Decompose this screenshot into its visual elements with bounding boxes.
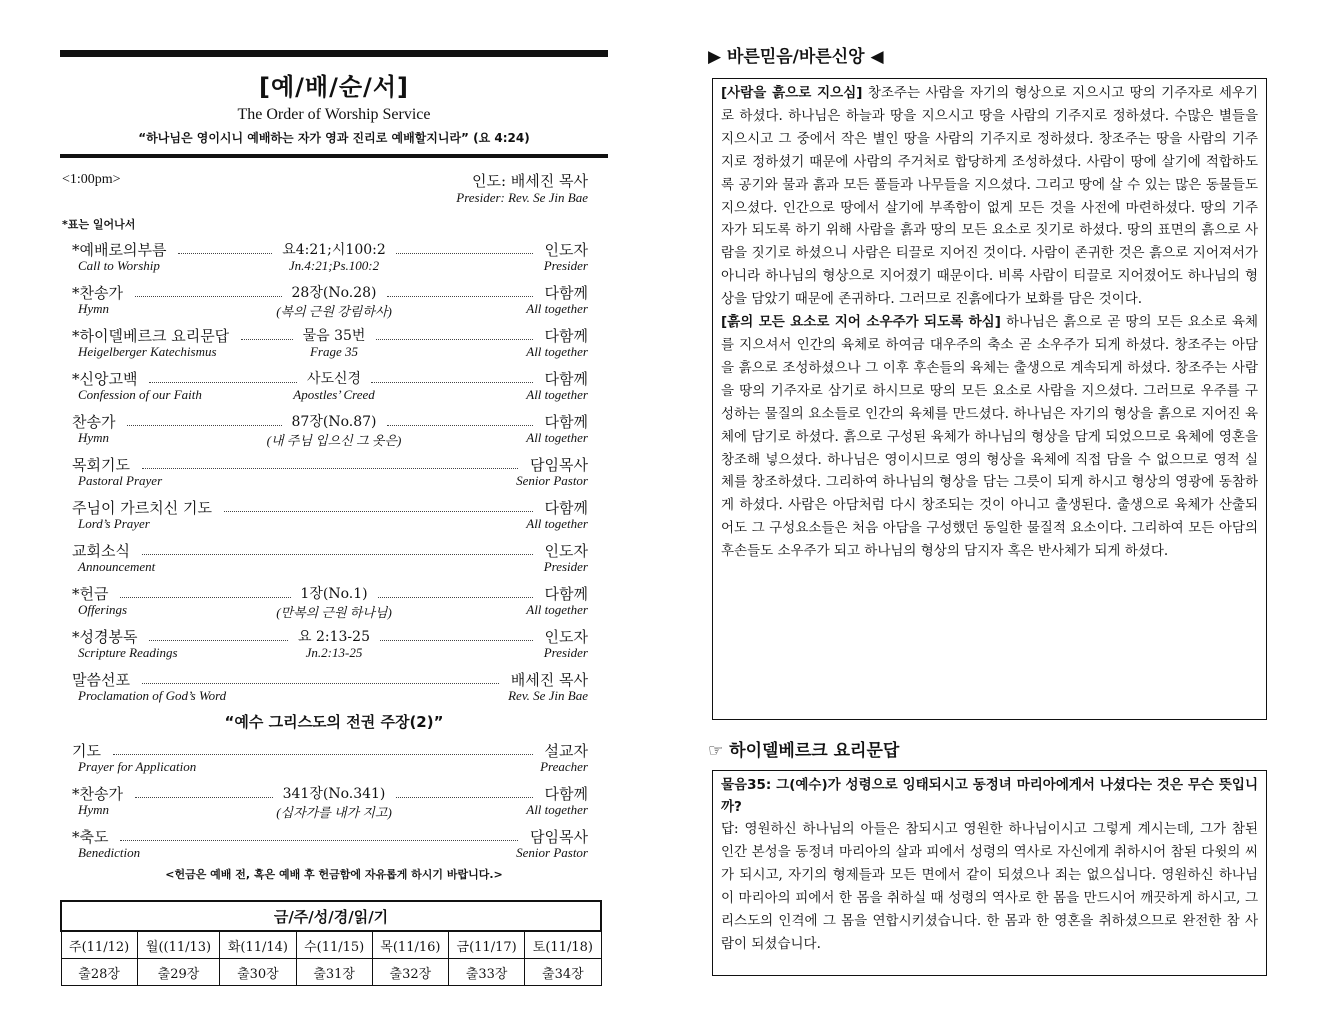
item-name-ko: *신앙고백 [72,370,138,388]
item-detail: 341장(No.341) [282,786,386,802]
faith-p1-text: 창조주는 사람을 자기의 형상으로 지으시고 땅의 기주자로 세우기로 하셨다. 하나님은 하늘과 땅을 지으시고 땅을 사람의 기주지로 정하셨다. 수많은 별들을 지으시고 그 중에서 작은 별인 땅을 사람의 기주지로 정하셨다. 창조주는 땅을 사람의 기주지로 정하셨기 때문에 사람의 주거처로 합당하게 조성하셨다. 사람이 땅에 살기에 적합하도록 공기와 물과 흙과 모든 풀들과 나무들을 지으셨다. 그리고 땅에 살 수 있는 많은 동물들도 지으셨다. 인간으로 땅에서 살기에 부족함이 없게 모든 것을 사전에 마련하셨다. 땅의 기주자가 되도록 하기 위해 사람을 흙과 땅의 모든 요소로 짓기로 하셨다. 땅의 표면의 흙으로 사람을 짓기로 하셨으니 사람은 티끌로 지어진 것이다. 사람이 존귀한 것은 흙으로 지어져서가 아니라 하나님의 형상으로 지어졌기 때문이다. 비록 사람이 티끌로 지어졌어도 하나님의 형상을 담았기 때문에 존귀하다. 그러므로 진흙에다가 보화를 담은 것이다. [721,85,1259,308]
item-leader-en: Presider [543,559,588,574]
item-name-en: Hymn [78,802,110,817]
order-of-worship [60,50,608,986]
item-detail: 28장(No.28) [291,285,377,301]
item-detail-sub: (만복의 근원 하나님) [276,605,392,620]
item-name-ko: *하이델베르크 요리문답 [72,327,230,345]
item-name-en: Hymn [78,301,110,316]
leader-dots [387,425,534,426]
item-leader-ko: 인도자 [544,241,588,259]
time-row [60,164,608,208]
leader-dots [396,797,534,798]
leader-dots [178,253,272,254]
item-name-ko: 기도 [72,742,101,760]
item-leader-en: All together [526,602,588,617]
item-detail: 사도신경 [306,371,362,387]
item-name-en: Heigelberger Katechismus [78,344,217,359]
faith-p1-title: [사람을 흙으로 지으심] [721,85,863,101]
item-detail-sub: Apostles’ Creed [293,387,375,402]
service-time: <1:00pm> [62,172,121,187]
item-name-ko: *헌금 [72,585,109,603]
item-leader-ko: 다함께 [544,585,588,603]
order-subtitle: The Order of Worship Service [237,106,431,123]
leader-dots [142,554,533,555]
item-leader-ko: 다함께 [544,785,588,803]
item-detail: 87장(No.87) [291,414,377,430]
item-detail-sub: (내 주님 입으신 그 옷은) [266,433,402,448]
leader-dots [113,754,533,755]
leader-dots [396,253,533,254]
reading-chapter: 출28장 [61,959,137,986]
item-leader-ko: 다함께 [544,499,588,517]
worship-item [60,367,608,410]
worship-item [60,739,608,782]
item-detail-sub: (십자가를 내가 지고) [276,805,392,820]
top-rule [60,50,608,57]
leader-dots [120,840,518,841]
worship-item [60,782,608,825]
item-leader-en: All together [526,301,588,316]
leader-dots [120,597,291,598]
item-name-ko: *찬송가 [72,785,123,803]
item-detail-sub: (복의 근원 강림하사) [276,304,392,319]
leader-dots [127,425,282,426]
leader-dots [380,640,533,641]
item-name-en: Benediction [78,845,141,860]
right-page [706,42,1271,976]
worship-item [60,582,608,625]
item-name-ko: 목회기도 [72,456,130,474]
item-name-en: Prayer for Application [78,759,197,774]
reading-day: 금(11/17) [449,931,525,959]
order-title: [예/배/순/서] [259,73,409,101]
leader-dots [387,296,534,297]
header-rule [60,154,608,158]
reading-chapter: 출34장 [525,959,601,986]
item-leader-ko: 다함께 [544,327,588,345]
worship-item [60,668,608,711]
leader-dots [378,597,534,598]
sermon-title: “예수 그리스도의 전권 주장(2)” [224,713,444,731]
reading-chapter: 출30장 [220,959,296,986]
item-detail: 1장(No.1) [300,586,368,602]
item-leader-en: Senior Pastor [516,473,588,488]
item-detail-sub: Jn.4:21;Ps.100:2 [288,258,380,273]
presider-en: Presider: Rev. Se Jin Bae [456,190,588,205]
item-leader-en: All together [526,802,588,817]
faith-p2-title: [흙의 모든 요소로 지어 소우주가 되도록 하심] [721,314,1001,331]
leader-dots [224,511,533,512]
item-leader-ko: 인도자 [544,542,588,560]
leader-dots [135,797,273,798]
item-detail: 요4:21;시100:2 [282,242,386,258]
worship-items-after-sermon [60,739,608,868]
worship-item [60,281,608,324]
leader-dots [376,339,534,340]
leader-dots [371,382,533,383]
reading-day: 월((11/13) [137,931,220,959]
item-leader-en: Preacher [540,759,588,774]
reading-day: 화(11/14) [220,931,296,959]
item-leader-ko: 다함께 [544,413,588,431]
worship-item [60,453,608,496]
item-name-ko: *찬송가 [72,284,123,302]
item-leader-ko: 다함께 [544,284,588,302]
faith-article-box [712,78,1267,720]
item-name-ko: 말씀선포 [72,671,130,689]
reading-chapter: 출29장 [137,959,220,986]
item-leader-ko: 배세진 목사 [510,671,588,689]
reading-chapter: 출32장 [372,959,448,986]
item-leader-en: All together [526,516,588,531]
item-name-ko: 교회소식 [72,542,130,560]
catechism-question: 물음35: 그(예수)가 성령으로 잉태되시고 동정녀 마리아에게서 나셨다는 것은 무슨 뜻입니까? [721,777,1258,815]
item-name-en: Announcement [78,559,156,574]
reading-chapter: 출31장 [296,959,372,986]
item-detail-sub: Frage 35 [309,344,359,359]
item-leader-ko: 설교자 [544,742,588,760]
item-name-en: Proclamation of God’s Word [78,688,227,703]
leader-dots [241,339,293,340]
item-detail: 물음 35번 [302,328,366,344]
reading-day: 주(11/12) [61,931,137,959]
item-leader-en: Rev. Se Jin Bae [508,688,588,703]
worship-item [60,324,608,367]
presider-ko: 인도: 배세진 목사 [471,172,588,190]
reading-day: 토(11/18) [525,931,601,959]
item-name-ko: *성경봉독 [72,628,138,646]
item-detail-sub: Jn.2:13-25 [305,645,363,660]
worship-item [60,410,608,453]
item-detail: 요 2:13-25 [298,629,370,645]
leader-dots [142,683,499,684]
item-leader-en: All together [526,430,588,445]
faith-p2-text: 하나님은 흙으로 곧 땅의 모든 요소로 육체를 지으셔서 인간의 육체로 하여금 대우주의 축소 곧 소우주가 되게 하셨다. 창조주는 아담을 흙으로 조성하셨으나 그 이후 후손들의 육체는 출생으로 계속되게 하셨다. 창조주는 사람을 땅의 기주자로 삼기로 하시므로 땅의 모든 요소로 사람을 지으셨다. 그러므로 우주를 구성하는 물질의 요소들로 인간의 육체를 만드셨다. 하나님은 자기의 형상을 흙으로 지어진 육체에 담기로 하셨다. 흙으로 구성된 육체가 하나님의 형상을 담게 되었으므로 육체에 영혼을 창조해 넣으셨다. 하나님은 영이시므로 영의 형상을 육체에 직접 담을 수 없으므로 영적 실체를 창조하셨다. 그리하여 하나님의 형상을 담는 그릇이 되게 하시고 형상의 영광에 동참하게 하셨다. 사람은 아담처럼 다시 창조되는 것이 아니고 출생된다. 출생으로 육체가 산출되어도 그 구성요소들은 처음 아담을 구성했던 동일한 물질적 요소이다. 그리하여 모든 아담의 후손들도 소우주가 되고 하나님의 형상의 담지자 혹은 반사체가 되게 하셨다. [721,314,1258,560]
item-leader-ko: 담임목사 [530,456,588,474]
faith-heading: ▶ 바른믿음/바른신앙 ◀ [708,47,884,67]
leader-dots [149,640,288,641]
catechism-heading: ☞ 하이델베르크 요리문답 [708,741,900,761]
item-name-ko: *축도 [72,828,109,846]
item-leader-en: Senior Pastor [516,845,588,860]
item-leader-en: Presider [543,258,588,273]
item-name-en: Pastoral Prayer [78,473,163,488]
worship-item [60,625,608,668]
item-name-en: Call to Worship [78,258,160,273]
leader-dots [149,382,297,383]
worship-item [60,539,608,582]
worship-item [60,496,608,539]
item-name-en: Confession of our Faith [78,387,202,402]
item-name-en: Lord’s Prayer [78,516,150,531]
item-name-en: Hymn [78,430,110,445]
catechism-answer: 답: 영원하신 하나님의 아들은 참되시고 영원한 하나님이시고 그렇게 계시는데, 그가 참된 인간 본성을 동정녀 마리아의 살과 피에서 성령의 역사로 자신에게 취하시어 참된 다윗의 씨가 되시고, 자기의 형제들과 모든 면에서 같이 되셨으나 죄는 없으십니다. 영원하신 하나님이 마리아의 피에서 한 몸을 취하실 때 성령의 역사로 한 몸을 만드시어 깨끗하게 하시고, 그리스도의 인격에 그 몸을 연합시키셨습니다. 한 몸과 한 영혼을 취하셨으므로 완전한 참 사람이 되셨습니다. [721,821,1259,952]
theme-verse: “하나님은 영이시니 예배하는 자가 영과 진리로 예배할지니라” (요 4:24) [138,131,530,145]
item-name-ko: 찬송가 [72,413,116,431]
item-name-en: Scripture Readings [78,645,178,660]
worship-item [60,825,608,868]
reading-chapter: 출33장 [449,959,525,986]
catechism-box [712,770,1267,976]
item-name-ko: 주님이 가르치신 기도 [72,499,212,517]
worship-items [60,238,608,711]
worship-item [60,238,608,281]
item-leader-en: Presider [543,645,588,660]
item-leader-ko: 다함께 [544,370,588,388]
item-name-en: Offerings [78,602,128,617]
item-leader-en: All together [526,387,588,402]
stand-note: *표는 일어나서 [62,218,136,231]
item-leader-ko: 담임목사 [530,828,588,846]
reading-title: 금/주/성/경/읽/기 [61,901,601,931]
item-leader-en: All together [526,344,588,359]
offering-note: <헌금은 예배 전, 혹은 예배 후 헌금함에 자유롭게 하시기 바랍니다.> [165,868,503,881]
reading-day: 목(11/16) [372,931,448,959]
item-leader-ko: 인도자 [544,628,588,646]
reading-day: 수(11/15) [296,931,372,959]
leader-dots [142,468,518,469]
weekly-bible-reading-table [60,900,602,986]
item-name-ko: *예배로의부름 [72,241,167,259]
leader-dots [135,296,282,297]
